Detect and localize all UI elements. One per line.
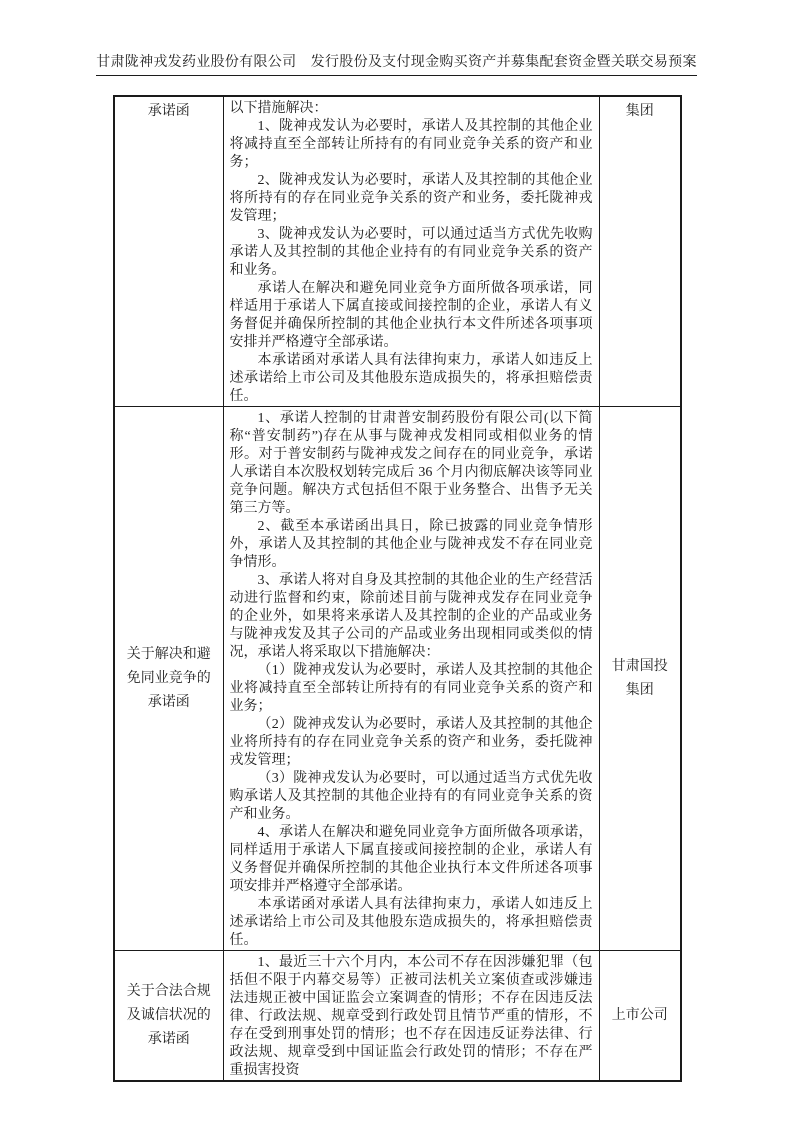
content-paragraph: （3）陇神戎发认为必要时，可以通过适当方式优先收购承诺人及其控制的其他企业持有的有同业竞争关系的资产和业务。	[229, 771, 593, 822]
content-paragraph: 本承诺函对承诺人具有法律拘束力，承诺人如违反上述承诺给上市公司及其他股东造成损失的，将承担赔偿责任。	[229, 353, 593, 404]
table-row-legality-integrity-commitment	[114, 951, 681, 1082]
content-paragraph: （1）陇神戎发认为必要时，承诺人及其控制的其他企业将减持直至全部转让所持有的有同业竞争关系的资产和业务；	[229, 663, 593, 714]
content-paragraph: 1、最近三十六个月内，本公司不存在因涉嫌犯罪（包括但不限于内幕交易等）正被司法机关立案侦查或涉嫌违法违规正被中国证监会立案调查的情形；不存在因违反法律、行政法规、规章受到行政处罚且情节严重的情形，不存在受到刑事处罚的情形；也不存在因违反证券法律、行政法规、规章受到中国证监会行政处罚的情形；不存在严重损害投资	[229, 955, 593, 1078]
commitments-table	[113, 95, 682, 1082]
content-paragraph: 本承诺函对承诺人具有法律拘束力，承诺人如违反上述承诺给上市公司及其他股东造成损失的，将承担赔偿责任。	[229, 897, 593, 948]
commitment-party-cell: 集团	[599, 96, 681, 407]
content-paragraph: （2）陇神戎发认为必要时，承诺人及其控制的其他企业将所持有的存在同业竞争关系的资产和业务，委托陇神戎发管理；	[229, 717, 593, 768]
commitment-name-cell: 关于解决和避免同业竞争的承诺函	[114, 407, 223, 951]
commitment-content-cell	[223, 951, 599, 1082]
commitment-name-cell: 承诺函	[114, 96, 223, 407]
content-paragraph: 承诺人在解决和避免同业竞争方面所做各项承诺，同样适用于承诺人下属直接或间接控制的企业，承诺人有义务督促并确保所控制的其他企业执行本文件所述各项事项安排并严格遵守全部承诺。	[229, 281, 593, 350]
content-paragraph: 1、承诺人控制的甘肃普安制药股份有限公司(以下简称“普安制药”)存在从事与陇神戎发相同或相似业务的情形。对于普安制药与陇神戎发之间存在的同业竞争，承诺人承诺自本次股权划转完成后 36 个月内彻底解决该等同业竞争问题。解决方式包括但不限于业务整合、出售予无关第三方等。	[229, 411, 593, 516]
table-row-competition-avoidance-commitment	[114, 407, 681, 951]
document-header	[0, 51, 793, 76]
commitment-content-cell	[223, 407, 599, 951]
content-paragraph: 4、承诺人在解决和避免同业竞争方面所做各项承诺，同样适用于承诺人下属直接或间接控制的企业，承诺人有义务督促并确保所控制的其他企业执行本文件所述各项事项安排并严格遵守全部承诺。	[229, 825, 593, 894]
content-paragraph: 3、陇神戎发认为必要时，可以通过适当方式优先收购承诺人及其控制的其他企业持有的有同业竞争关系的资产和业务。	[229, 227, 593, 278]
content-paragraph: 以下措施解决：	[229, 101, 328, 116]
commitment-name-cell: 关于合法合规及诚信状况的承诺函	[114, 951, 223, 1082]
table-row-commitment-letter-continued	[114, 96, 681, 407]
content-paragraph: 3、承诺人将对自身及其控制的其他企业的生产经营活动进行监督和约束，除前述目前与陇神戎发存在同业竞争的企业外，如果将来承诺人及其控制的企业的产品或业务与陇神戎发及其子公司的产品或业务出现相同或类似的情况，承诺人将采取以下措施解决：	[229, 573, 593, 660]
content-paragraph: 2、陇神戎发认为必要时，承诺人及其控制的其他企业将所持有的存在同业竞争关系的资产和业务，委托陇神戎发管理；	[229, 173, 593, 224]
content-paragraph: 2、截至本承诺函出具日，除已披露的同业竞争情形外，承诺人及其控制的其他企业与陇神戎发不存在同业竞争情形。	[229, 519, 593, 570]
commitment-party-cell: 甘肃国投集团	[599, 407, 681, 951]
commitment-party-cell: 上市公司	[599, 951, 681, 1082]
commitment-content-cell	[223, 96, 599, 407]
content-paragraph: 1、陇神戎发认为必要时，承诺人及其控制的其他企业将减持直至全部转让所持有的有同业竞争关系的资产和业务；	[229, 119, 593, 170]
document-header-title: 甘肃陇神戎发药业股份有限公司 发行股份及支付现金购买资产并募集配套资金暨关联交易预案	[96, 51, 697, 76]
